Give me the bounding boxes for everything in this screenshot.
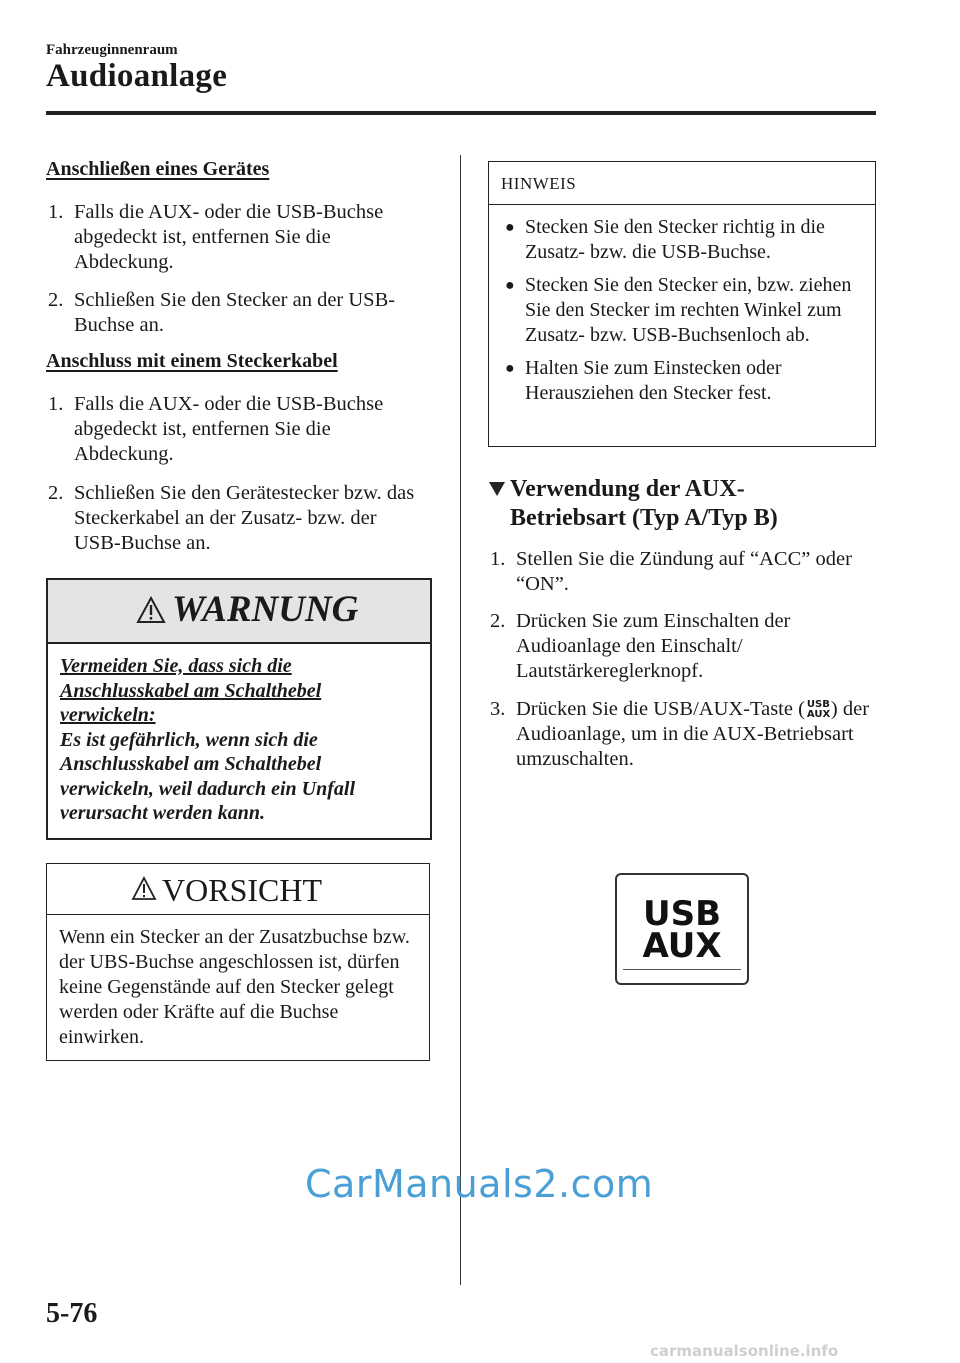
step-3 — [490, 697, 875, 772]
warning-body — [48, 644, 430, 826]
step-text: Schließen Sie den Stecker an der USB-Buchse an. — [74, 289, 396, 336]
step-1 — [490, 547, 870, 597]
step-2 — [490, 609, 870, 684]
button-label-aux: AUX — [642, 926, 722, 966]
button-underline — [623, 969, 741, 970]
caution-box — [46, 863, 430, 1061]
usb-aux-button-icon: USB AUX — [806, 699, 831, 721]
subheading-connect-device: Anschließen eines Gerätes — [46, 158, 270, 180]
bullet-icon: ● — [505, 360, 515, 377]
note-item: ● Halten Sie zum Einstecken oder Herausziehen den Stecker fest. — [505, 357, 782, 404]
note-box — [488, 161, 876, 447]
header-rule — [46, 111, 876, 115]
warning-header — [48, 580, 430, 644]
note-list — [489, 205, 875, 406]
warning-title: WARNUNG — [172, 589, 359, 630]
column-divider — [460, 155, 461, 1285]
note-item: ● Stecken Sie den Stecker richtig in die Zusatz- bzw. die USB-Buchse. — [505, 216, 825, 263]
step-number: 1. — [490, 548, 506, 570]
step-1 — [48, 200, 418, 275]
step-text: Drücken Sie zum Einschalten der Audioanlage den Einschalt/ Lautstärkereglerknopf. — [516, 610, 791, 682]
section-label: Fahrzeuginnenraum — [46, 42, 178, 58]
step-number: 1. — [48, 393, 64, 415]
step-2 — [48, 481, 418, 556]
button-label-usb: USB — [642, 894, 721, 934]
step-number: 1. — [48, 201, 64, 223]
note-header — [489, 162, 875, 205]
warning-box — [46, 578, 432, 840]
warning-emphasis: Vermeiden Sie, dass sich die Anschlusskabel am Schalthebel verwickeln: — [60, 655, 322, 726]
subheading-cable: Anschluss mit einem Steckerkabel — [46, 350, 338, 372]
chapter-title: Audioanlage — [46, 58, 228, 94]
note-item: ● Stecken Sie den Stecker ein, bzw. ziehen Sie den Stecker im rechten Winkel zum Zusatz- bzw. USB-Buchsenloch ab. — [505, 274, 852, 346]
caution-title: VORSICHT — [162, 872, 323, 908]
step-text: Schließen Sie den Gerätestecker bzw. das Steckerkabel an der Zusatz- bzw. der USB-Buchse an. — [74, 482, 415, 554]
usb-aux-button-illustration — [615, 873, 749, 985]
step-text: Falls die AUX- oder die USB-Buchse abgedeckt ist, entfernen Sie die Abdeckung. — [74, 201, 384, 273]
step-text: Stellen Sie die Zündung auf “ACC” oder “ON”. — [516, 548, 852, 595]
step-text: Drücken Sie die USB/AUX-Taste ( USB AUX) der Audioanlage, um in die AUX-Betriebsart umzuschalten. — [516, 698, 870, 770]
note-title: HINWEIS — [501, 174, 577, 193]
caution-header — [47, 864, 429, 915]
step-2 — [48, 288, 433, 338]
caution-text: Wenn ein Stecker an der Zusatzbuchse bzw. der UBS-Buchse angeschlossen ist, dürfen keine Gegenstände auf den Stecker gelegt werden oder Kräfte auf die Buchse einwirken. — [59, 926, 410, 1048]
step-number: 2. — [48, 482, 64, 504]
warning-icon — [136, 596, 166, 624]
page-number: 5-76 — [46, 1298, 98, 1329]
section-heading-aux-mode: Verwendung der AUX-Betriebsart (Typ A/Typ B) — [488, 475, 788, 533]
watermark: CarManuals2.com — [305, 1162, 654, 1206]
bullet-icon: ● — [505, 277, 515, 294]
step-1 — [48, 392, 418, 467]
bullet-icon: ● — [505, 219, 515, 236]
footer-watermark: carmanualsonline.info — [650, 1342, 839, 1360]
step-number: 3. — [490, 698, 506, 720]
warning-text: Es ist gefährlich, wenn sich die Anschlusskabel am Schalthebel verwickeln, weil dadurch ein Unfall verursacht werden kann. — [60, 728, 355, 824]
step-text: Falls die AUX- oder die USB-Buchse abgedeckt ist, entfernen Sie die Abdeckung. — [74, 393, 384, 465]
step-number: 2. — [490, 610, 506, 632]
caution-icon — [131, 876, 157, 901]
step-number: 2. — [48, 289, 64, 311]
triangle-down-icon — [488, 481, 506, 497]
